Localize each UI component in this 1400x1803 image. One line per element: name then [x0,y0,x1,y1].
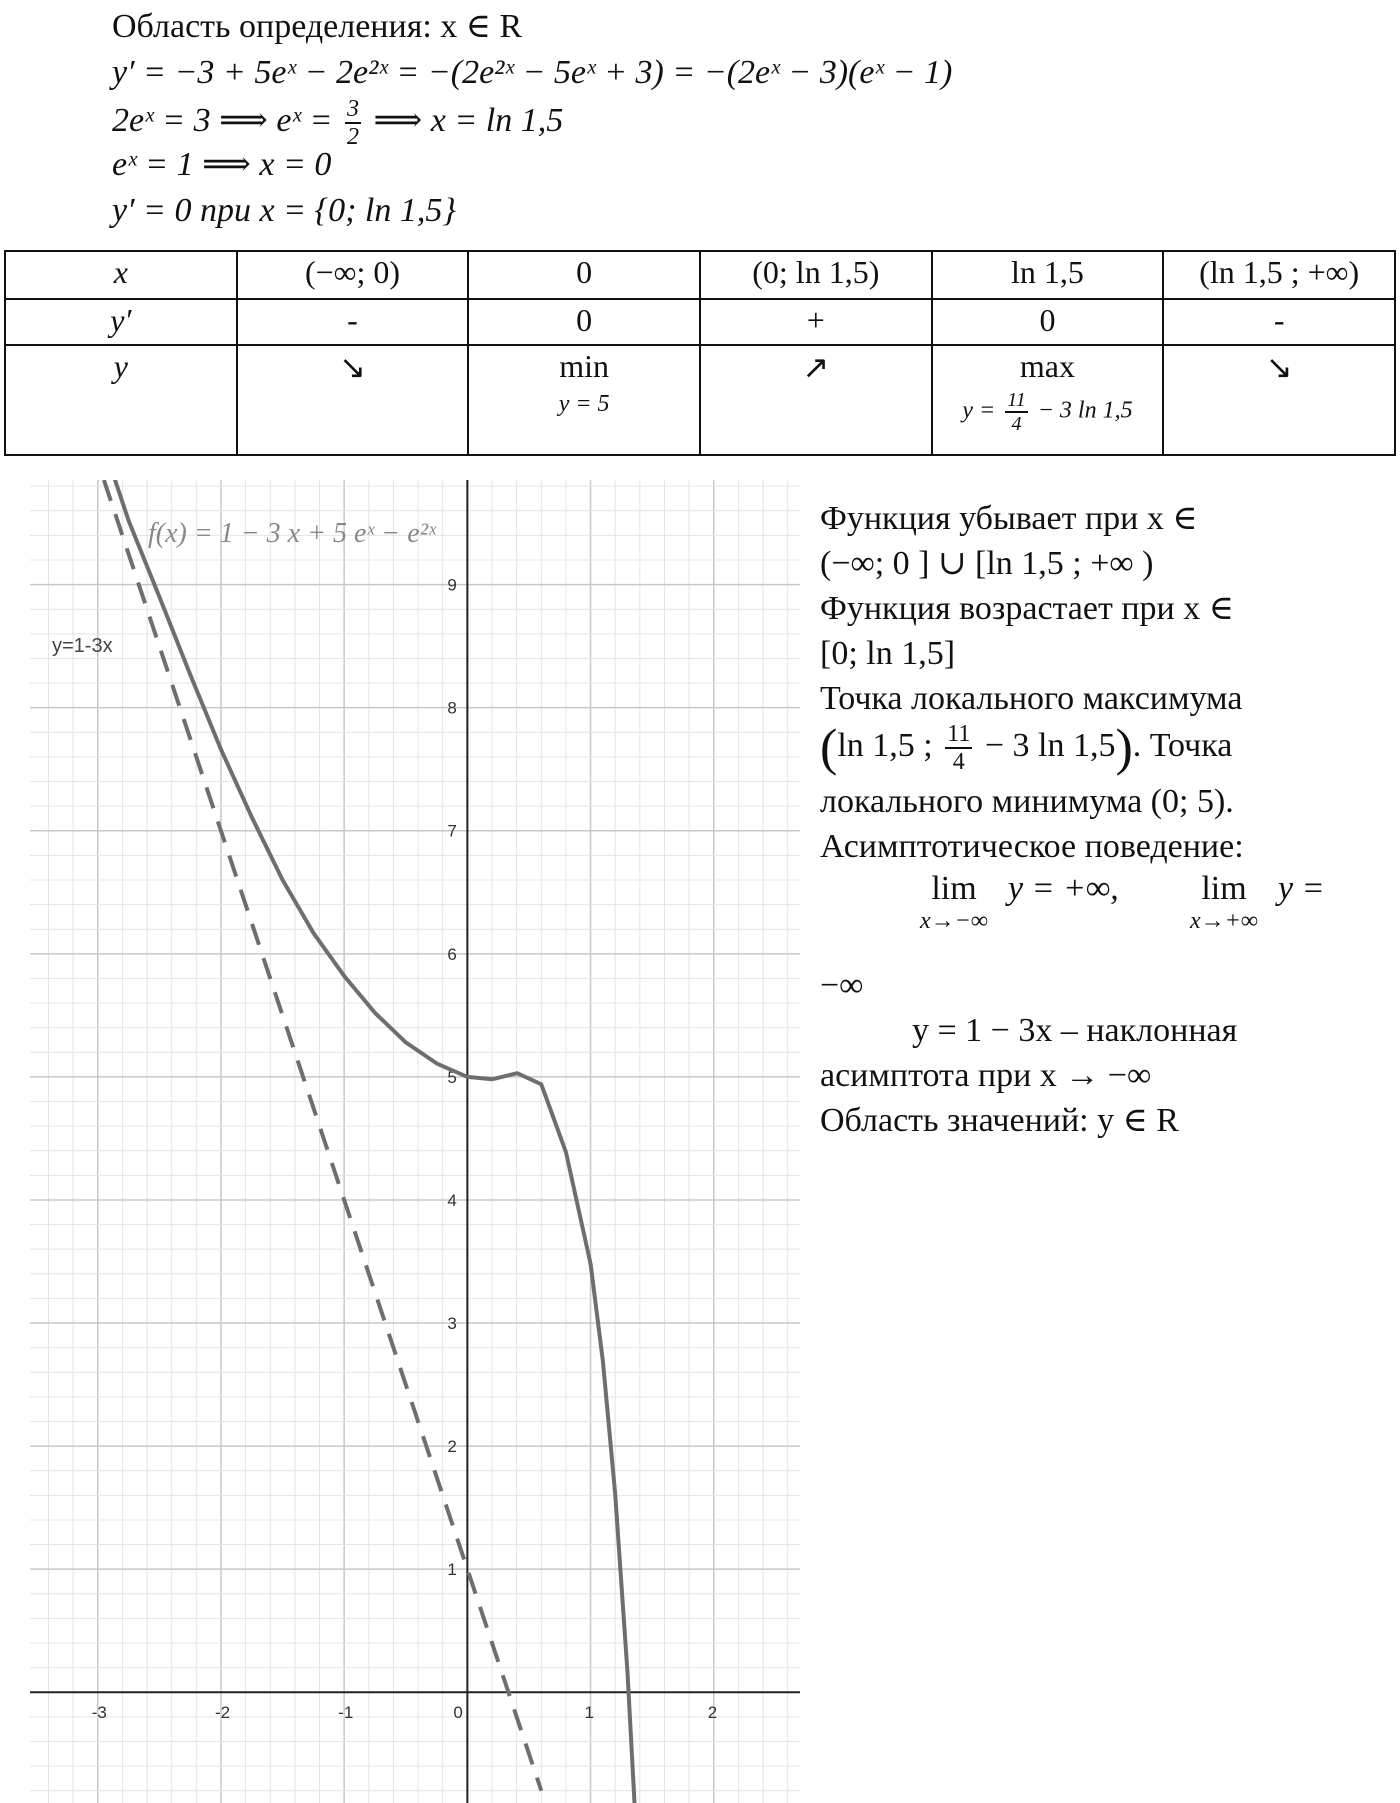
increasing-interval: [0; ln 1,5] [820,635,956,672]
three-halves-fraction [345,96,361,150]
limit-minus-infinity [920,869,988,933]
increasing-arrow-icon: ↗ [700,345,932,455]
table-cell: ln 1,5 [932,251,1164,299]
decreasing-text: Функция убывает при x ∈ [820,500,1198,537]
table-row-derivative [5,299,1395,345]
derivative-line: y′ = −3 + 5eˣ − 2e²ˣ = −(2e²ˣ − 5eˣ + 3) = −(2eˣ − 3)(eˣ − 1) [112,54,953,91]
min-point-intro: . Точка [1132,726,1233,764]
open-paren: ( [820,719,838,777]
lim-word: lim [1201,870,1247,907]
axes [30,480,800,1803]
y-tick-label: 3 [447,1314,457,1334]
table-cell: - [1163,299,1395,345]
decreasing-arrow-icon: ↘ [237,345,469,455]
table-cell: 0 [932,299,1164,345]
table-cell: (−∞; 0) [237,251,469,299]
max-value-suffix: − 3 ln 1,5 [1031,397,1133,424]
table-cell: 0 [468,299,700,345]
y-tick-label: 9 [447,575,457,595]
local-max-point [820,721,1380,779]
table-cell: 0 [468,251,700,299]
asymptote-label: y=1-3x [52,635,113,657]
x-tick-label: -2 [214,1703,231,1723]
y-tick-label: 8 [447,698,457,718]
table-cell: y [5,345,237,455]
x-tick-label: 1 [584,1703,595,1723]
table-cell: (0; ln 1,5) [700,251,932,299]
max-value [937,389,1159,435]
grid [30,480,800,1803]
limits-row [820,869,1380,963]
table-cell-max [932,345,1164,455]
x-tick-label: -3 [91,1703,107,1723]
y-tick-label: 1 [447,1560,457,1580]
limit-value-2: y = [1278,870,1325,907]
local-max-text: Точка локального максимума [820,680,1243,717]
x-tick-label: 0 [453,1703,463,1723]
eleven-quarters-fraction [1005,389,1028,435]
critical-points-set-line: y′ = 0 при x = {0; ln 1,5} [112,192,456,229]
fraction-denominator: 4 [1011,413,1022,435]
table-cell: (ln 1,5 ; +∞) [1163,251,1395,299]
conclusions-block [820,496,1380,1143]
decreasing-interval: (−∞; 0 ] ∪ [ln 1,5 ; +∞ ) [820,545,1154,582]
max-point-x: ln 1,5 ; [837,726,942,764]
asymptote-condition: асимптота при x → −∞ [820,1057,1152,1094]
limit-plus-infinity [1190,869,1258,933]
y-tick-label: 6 [447,944,457,964]
table-cell: y′ [5,299,237,345]
table-row-function [5,345,1395,455]
fraction-numerator: 11 [947,721,971,747]
fraction-denominator: 4 [952,749,965,775]
y-tick-label: 7 [447,821,457,841]
y-tick-label: 2 [447,1437,457,1457]
max-label: max [1019,348,1075,384]
function-graph [30,480,800,1803]
asymptote-text: y = 1 − 3x – наклонная [912,1012,1238,1049]
limit-value-1: y = +∞, [1008,870,1119,907]
asymptotic-heading: Асимптотическое поведение: [820,828,1244,865]
critical-point-zero-line: eˣ = 1 ⟹ x = 0 [112,146,332,183]
lim-word: lim [931,870,977,907]
formula-block [112,4,952,234]
y-tick-label: 5 [447,1067,457,1087]
decreasing-arrow-icon: ↘ [1163,345,1395,455]
max-point-y-suffix: − 3 ln 1,5 [976,726,1116,764]
function-label: f(x) = 1 − 3 x + 5 eˣ − e²ˣ [148,518,436,549]
x-tick-label: 2 [707,1703,718,1723]
eleven-quarters-fraction [945,721,972,775]
sign-table [4,250,1396,456]
increasing-text: Функция возрастает при x ∈ [820,590,1234,627]
fraction-numerator: 3 [347,96,360,122]
close-paren: ) [1115,719,1133,777]
series-group [104,480,652,1803]
y-tick-label: 4 [447,1190,457,1210]
lim-subscript: x→−∞ [920,908,988,934]
range-text: Область значений: y ∈ R [820,1102,1179,1139]
min-label: min [559,348,610,384]
limit-result: −∞ [820,967,864,1004]
critical-point-ln-line [112,96,952,150]
fraction-denominator: 2 [347,124,360,150]
domain-line: Область определения: x ∈ R [112,8,523,45]
table-cell: + [700,299,932,345]
lim-subscript: x→+∞ [1190,908,1258,934]
critical-eq-left: 2eˣ = 3 ⟹ eˣ = [112,101,342,139]
table-row-x [5,251,1395,299]
max-value-prefix: y = [962,397,1002,424]
function-curve [110,480,652,1803]
table-cell: x [5,251,237,299]
critical-eq-right: ⟹ x = ln 1,5 [365,101,564,139]
table-cell: - [237,299,469,345]
x-tick-label: -1 [338,1703,354,1723]
table-cell-min [468,345,700,455]
tick-labels [92,576,717,1723]
local-min-text: локального минимума (0; 5). [820,783,1234,820]
min-value: y = 5 [558,391,610,417]
fraction-numerator: 11 [1007,389,1026,411]
